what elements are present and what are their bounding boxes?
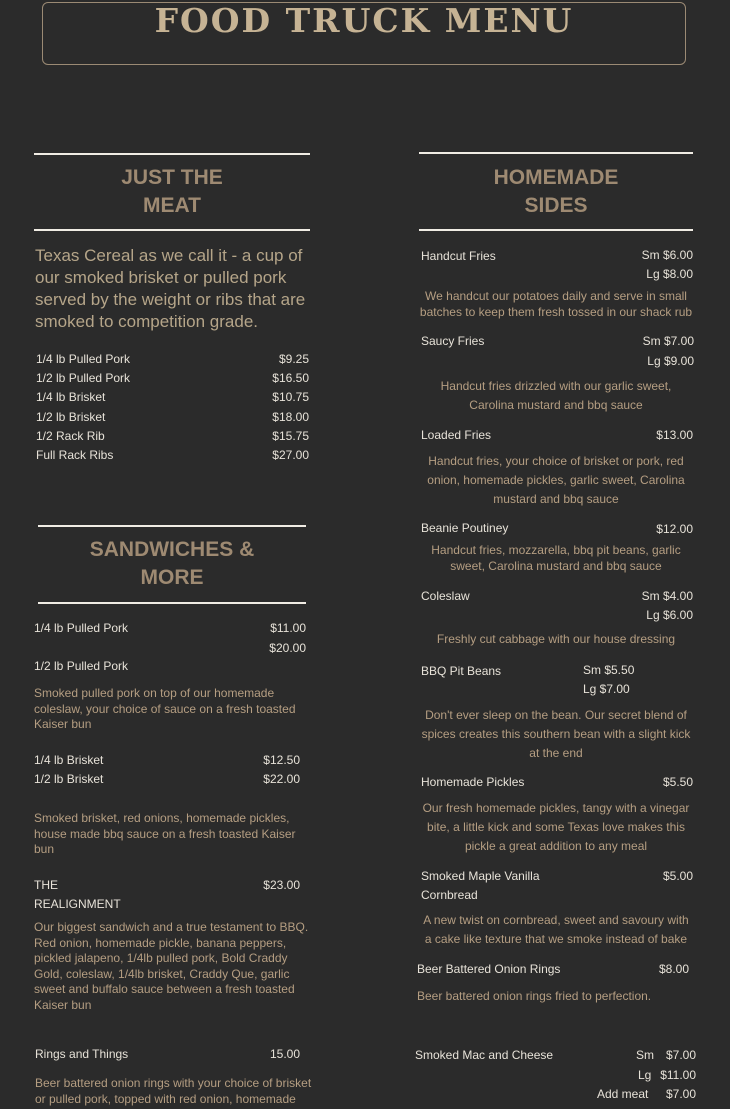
heading-line: MEAT <box>143 194 201 217</box>
menu-item-name: Loaded Fries <box>421 428 492 442</box>
menu-item-name: Full Rack Ribs <box>36 448 114 462</box>
menu-item-description: Our biggest sandwich and a true testament to BBQ. Red onion, homemade pickle, banana peppers, pickled jalapeno, 1/4lb pulled pork, Bold Craddy Gold, coleslaw, 1/4lb brisket, Craddy Que, garlic sweet and buffalo sauce between a fresh toasted Kaiser bun <box>34 920 309 1012</box>
heading-line: SIDES <box>524 194 588 217</box>
menu-item-price: Sm $6.00 <box>641 248 693 262</box>
menu-item-description: Handcut fries, your choice of brisket or pork, red onion, homemade pickles, garlic sweet, Carolina mustard and bbq sauce <box>427 454 685 506</box>
divider <box>34 229 310 231</box>
menu-item-name: 1/2 lb Brisket <box>34 772 104 786</box>
menu-item-name: Smoked Mac and Cheese <box>415 1048 554 1062</box>
heading-line: SANDWICHES & <box>89 538 255 561</box>
menu-item-price: Lg $6.00 <box>646 608 693 622</box>
menu-item-price: $16.50 <box>272 371 309 385</box>
menu-item-price: Lg $8.00 <box>646 267 693 281</box>
menu-item-name: Handcut Fries <box>421 249 496 263</box>
menu-item-price: $11.00 <box>270 621 306 635</box>
menu-item-price: $22.00 <box>263 772 300 786</box>
menu-item-name: Cornbread <box>421 888 478 902</box>
menu-item-description: Smoked brisket, red onions, homemade pickles, house made bbq sauce on a fresh toasted Kaiser bun <box>34 811 296 856</box>
divider <box>38 525 306 527</box>
divider <box>38 602 306 604</box>
menu-item-price: $9.25 <box>278 352 309 366</box>
menu-item-description: Our fresh homemade pickles, tangy with a vinegar bite, a little kick and some Texas love makes this pickle a great addition to any meal <box>422 801 690 853</box>
menu-item-name: Saucy Fries <box>421 334 485 348</box>
menu-item-description: Handcut fries drizzled with our garlic sweet, Carolina mustard and bbq sauce <box>440 379 672 412</box>
menu-item-description: Don't ever sleep on the bean. Our secret blend of spices creates this southern bean with a slight kick at the end <box>421 708 691 760</box>
menu-item-name: THE <box>34 878 58 892</box>
divider <box>419 229 693 231</box>
menu-item-price: $11.00 <box>660 1068 696 1082</box>
menu-item-name: Smoked Maple Vanilla <box>421 869 540 883</box>
menu-item-name: 1/4 lb Brisket <box>34 753 104 767</box>
menu-item-name: REALIGNMENT <box>34 897 121 911</box>
menu-item-description: Beer battered onion rings with your choice of brisket or pulled pork, topped with red onion, homemade <box>35 1076 312 1106</box>
menu-item-price: $12.00 <box>656 522 693 536</box>
size-label: Lg <box>638 1068 652 1082</box>
title-box <box>42 2 686 65</box>
menu-item-price: $15.75 <box>272 429 309 443</box>
menu-item-price: Lg $7.00 <box>583 682 630 696</box>
section-heading-sides <box>419 164 693 220</box>
section-heading-meat <box>34 164 310 220</box>
meat-intro: Texas Cereal as we call it - a cup of our smoked brisket or pulled pork served by the weight or ribs that are smoked to competition grade. <box>35 246 306 331</box>
menu-item-name: 1/4 lb Brisket <box>36 390 106 404</box>
menu-item-price: $7.00 <box>665 1087 696 1101</box>
menu-item-price: $18.00 <box>272 410 309 424</box>
menu-item-price: $13.00 <box>656 428 693 442</box>
menu-item-name: Rings and Things <box>35 1047 129 1061</box>
menu-item-description: We handcut our potatoes daily and serve in small batches to keep them fresh tossed in our shack rub <box>419 289 693 319</box>
menu-item-name: 1/2 lb Brisket <box>36 410 106 424</box>
menu-item-name: 1/2 lb Pulled Pork <box>34 659 129 673</box>
menu-item-description: Smoked pulled pork on top of our homemade coleslaw, your choice of sauce on a fresh toasted Kaiser bun <box>34 686 296 731</box>
menu-item-name: 1/2 Rack Rib <box>36 429 105 443</box>
menu-item-price: $12.50 <box>263 753 300 767</box>
menu-item-description: A new twist on cornbread, sweet and savoury with a cake like texture that we smoke instead of bake <box>423 913 689 946</box>
menu-item-name: BBQ Pit Beans <box>421 664 502 678</box>
divider <box>34 153 310 155</box>
menu-item-name: Beer Battered Onion Rings <box>417 962 561 976</box>
menu-item-price: $23.00 <box>263 878 300 892</box>
menu-item-name: Coleslaw <box>421 589 470 603</box>
heading-line: HOMEMADE <box>493 166 619 189</box>
menu-item-price: $7.00 <box>665 1048 696 1062</box>
menu-item-price: Sm $4.00 <box>641 589 693 603</box>
menu-item-name: 1/2 lb Pulled Pork <box>36 371 131 385</box>
menu-item-price: Sm $7.00 <box>642 334 694 348</box>
menu-item-name: 1/4 lb Pulled Pork <box>34 621 129 635</box>
page-title: FOOD TRUCK MENU <box>154 1 574 40</box>
menu-item-price: $27.00 <box>272 448 309 462</box>
menu-item-price: $5.00 <box>662 869 693 883</box>
menu-item-description: Freshly cut cabbage with our house dressing <box>436 632 676 646</box>
divider <box>419 152 693 154</box>
menu-item-price: $5.50 <box>662 775 693 789</box>
heading-line: JUST THE <box>121 166 223 189</box>
menu-item-name: Beanie Poutiney <box>421 521 509 535</box>
section-heading-sandwiches <box>38 536 306 592</box>
heading-line: MORE <box>140 566 204 589</box>
menu-item-description: Handcut fries, mozzarella, bbq pit beans, garlic sweet, Carolina mustard and bbq sauce <box>431 543 681 573</box>
size-label: Sm <box>636 1048 654 1062</box>
menu-item-price: $20.00 <box>269 641 306 655</box>
menu-item-price: Lg $9.00 <box>647 354 694 368</box>
menu-item-name: 1/4 lb Pulled Pork <box>36 352 131 366</box>
menu-item-price: $10.75 <box>272 390 309 404</box>
menu-item-price: Sm $5.50 <box>583 663 635 677</box>
menu-item-description: Beer battered onion rings fried to perfection. <box>417 989 652 1003</box>
size-label: Add meat <box>597 1087 649 1101</box>
menu-item-price: $8.00 <box>658 962 689 976</box>
menu-item-price: 15.00 <box>269 1047 300 1061</box>
menu-item-name: Homemade Pickles <box>421 775 525 789</box>
